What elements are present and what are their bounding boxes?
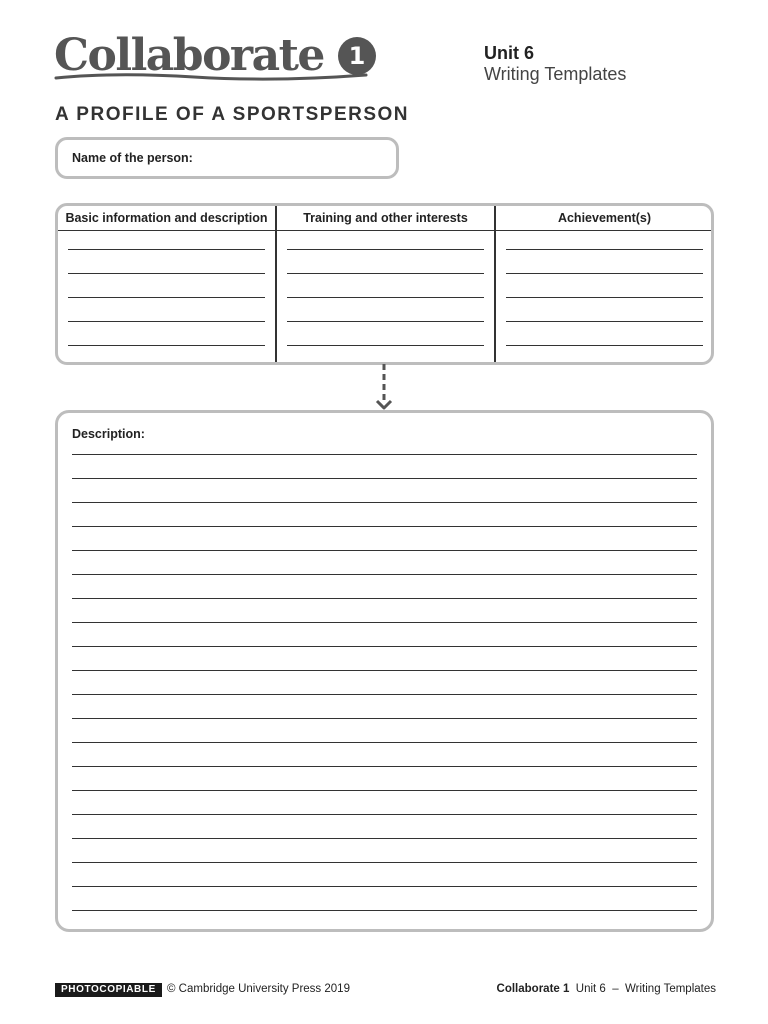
writing-line bbox=[72, 838, 697, 839]
description-label: Description: bbox=[72, 427, 145, 441]
writing-line bbox=[68, 249, 265, 250]
footer-reference bbox=[497, 982, 716, 997]
description-field[interactable] bbox=[55, 410, 714, 932]
info-table bbox=[55, 203, 714, 365]
writing-line bbox=[506, 345, 703, 346]
column-header: Basic information and description bbox=[58, 206, 275, 231]
page-footer bbox=[55, 982, 716, 998]
writing-line bbox=[287, 297, 484, 298]
writing-line bbox=[72, 862, 697, 863]
writing-line bbox=[72, 694, 697, 695]
writing-line bbox=[72, 502, 697, 503]
writing-line bbox=[72, 910, 697, 911]
writing-line bbox=[72, 622, 697, 623]
unit-number: Unit 6 bbox=[484, 43, 535, 63]
writing-line bbox=[72, 742, 697, 743]
table-column-achievements[interactable] bbox=[494, 206, 713, 362]
writing-line bbox=[72, 790, 697, 791]
writing-line bbox=[72, 598, 697, 599]
writing-line bbox=[68, 297, 265, 298]
table-column-basic-info[interactable] bbox=[58, 206, 275, 362]
footer-separator: – bbox=[612, 983, 619, 995]
footer-book: Collaborate 1 bbox=[496, 983, 570, 995]
writing-line bbox=[72, 670, 697, 671]
writing-line bbox=[72, 478, 697, 479]
page-title: A PROFILE OF A SPORTSPERSON bbox=[55, 104, 410, 125]
column-header: Achievement(s) bbox=[496, 206, 713, 231]
writing-line bbox=[72, 886, 697, 887]
writing-line bbox=[72, 718, 697, 719]
writing-line bbox=[72, 550, 697, 551]
writing-line bbox=[287, 249, 484, 250]
level-badge: 1 bbox=[338, 37, 376, 75]
writing-line bbox=[72, 646, 697, 647]
name-field[interactable] bbox=[55, 137, 399, 179]
name-field-label: Name of the person: bbox=[72, 151, 193, 165]
writing-line bbox=[72, 454, 697, 455]
footer-section: Writing Templates bbox=[625, 983, 716, 995]
unit-heading bbox=[484, 43, 626, 85]
unit-subtitle: Writing Templates bbox=[484, 64, 627, 84]
photocopiable-badge: PHOTOCOPIABLE bbox=[55, 983, 162, 997]
footer-unit: Unit 6 bbox=[575, 983, 606, 995]
writing-line bbox=[506, 321, 703, 322]
writing-line bbox=[506, 273, 703, 274]
writing-line bbox=[506, 297, 703, 298]
dashed-arrow-down-icon bbox=[374, 364, 394, 412]
table-column-training[interactable] bbox=[275, 206, 494, 362]
writing-line bbox=[68, 321, 265, 322]
writing-line bbox=[72, 814, 697, 815]
copyright-notice: © Cambridge University Press 2019 bbox=[167, 983, 350, 995]
logo-swoosh-icon bbox=[54, 70, 368, 82]
writing-line bbox=[72, 574, 697, 575]
writing-line bbox=[68, 345, 265, 346]
writing-line bbox=[68, 273, 265, 274]
writing-line bbox=[287, 273, 484, 274]
logo-text: Collaborate bbox=[54, 30, 324, 81]
writing-line bbox=[72, 526, 697, 527]
writing-line bbox=[287, 345, 484, 346]
writing-line bbox=[506, 249, 703, 250]
column-header: Training and other interests bbox=[277, 206, 494, 231]
writing-line bbox=[72, 766, 697, 767]
writing-line bbox=[287, 321, 484, 322]
collaborate-logo bbox=[54, 28, 376, 84]
logo-wordmark bbox=[54, 30, 324, 81]
